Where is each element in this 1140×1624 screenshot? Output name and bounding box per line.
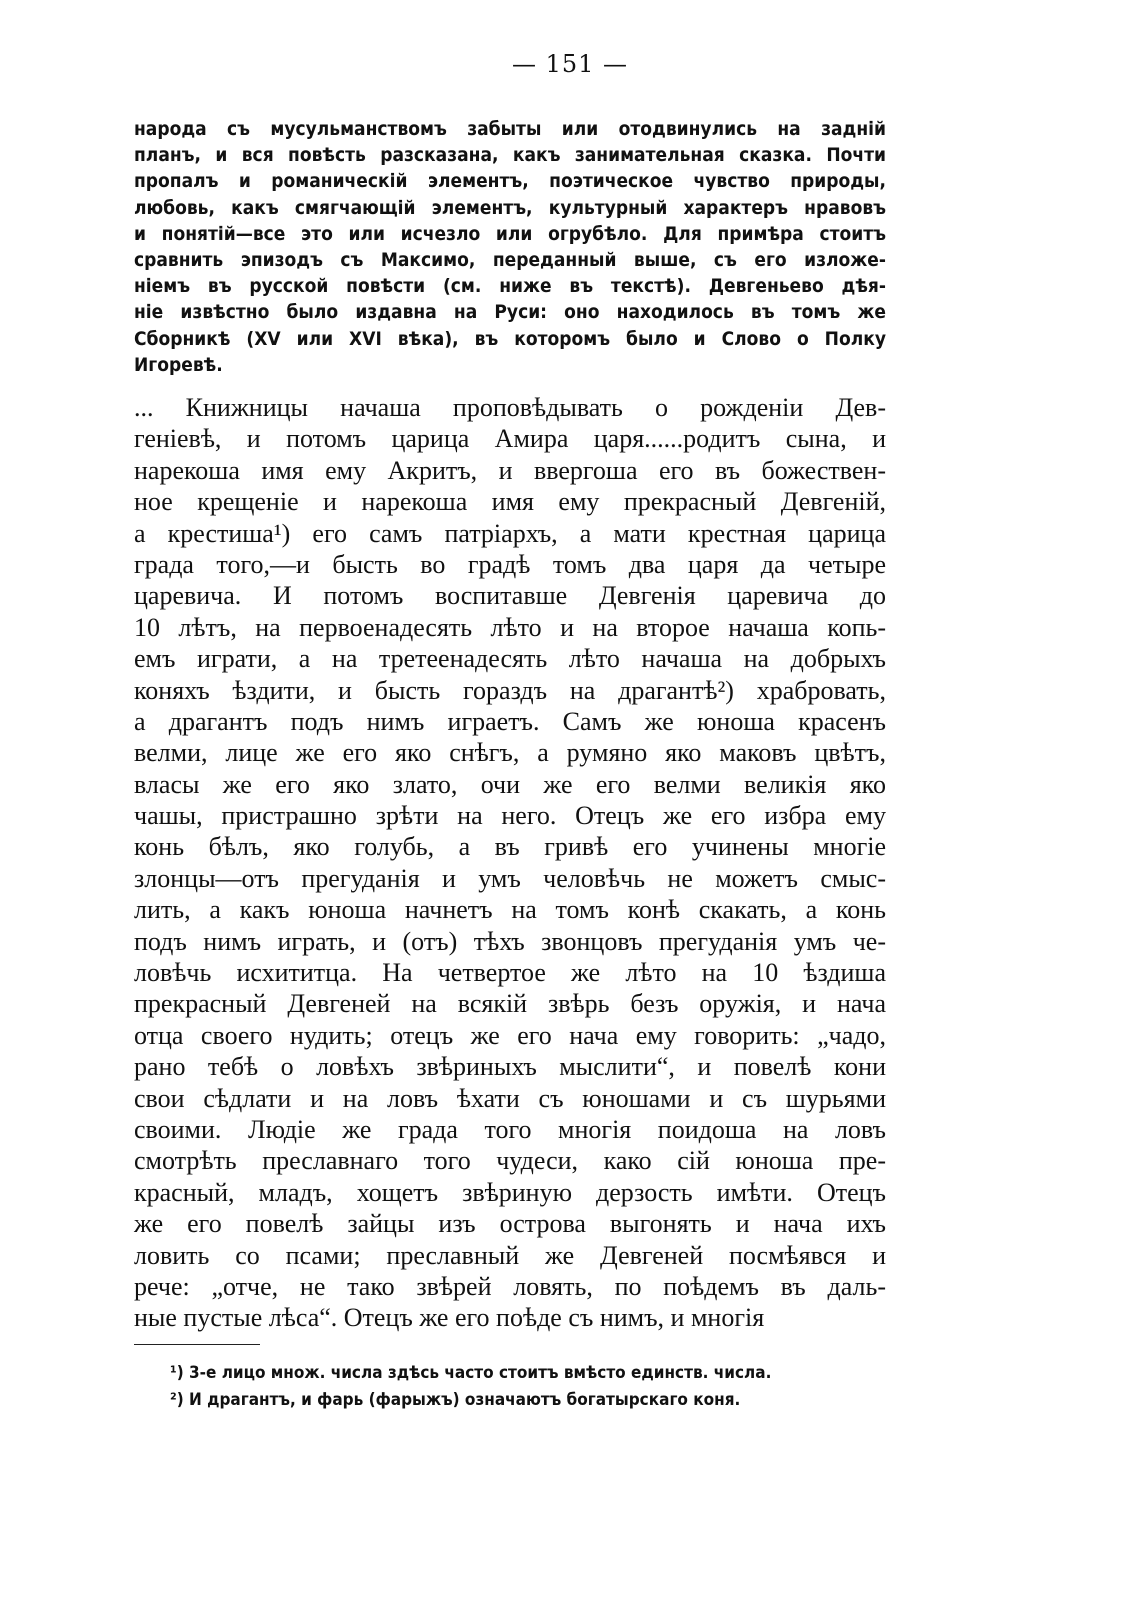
- quote-line: конь бѣлъ, яко голубь, а въ гривѣ его учинены многіе: [134, 832, 886, 862]
- footnote-1: ¹) 3-е лицо множ. числа здѣсь часто стоитъ вмѣсто единств. числа.: [170, 1363, 772, 1383]
- quote-line: красный, младъ, хощетъ звѣриную дерзость имѣти. Отецъ: [134, 1177, 886, 1207]
- quote-line: ловить со псами; преславный же Девгеней посмѣявся и: [134, 1240, 886, 1270]
- intro-line: Игоревѣ.: [134, 353, 223, 376]
- quote-line: а драгантъ подъ нимъ играетъ. Самъ же юноша красенъ: [134, 706, 886, 736]
- quote-line: коняхъ ѣздити, и бысть гораздъ на драгантѣ²) храбровать,: [134, 675, 886, 705]
- intro-line: любовь, какъ смягчающій элементъ, культурный характеръ нравовъ: [134, 196, 886, 219]
- quote-line: града того,—и бысть во градѣ томъ два царя да четыре: [134, 549, 886, 579]
- quote-line: подъ нимъ играть, и (отъ) тѣхъ звонцовъ прегуданія умъ че-: [134, 926, 886, 956]
- quote-line: смотрѣть преславнаго того чудеси, како сій юноша пре-: [134, 1146, 886, 1176]
- quote-line: геніевѣ, и потомъ царица Амира царя......родитъ сына, и: [134, 424, 886, 454]
- quote-line: рече: „отче, не тако звѣрей ловять, по поѣдемъ въ даль-: [134, 1271, 886, 1301]
- quote-line: ловѣчь исхититца. На четвертое же лѣто на 10 ѣздиша: [134, 958, 886, 988]
- intro-line: ніемъ въ русской повѣсти (см. ниже въ текстѣ). Девгеньево дѣя-: [134, 275, 886, 298]
- intro-line: и понятій—все это или исчезло или огрубѣло. Для примѣра стоитъ: [134, 222, 886, 245]
- quote-line: же его повелѣ зайцы изъ острова выгонять и нача ихъ: [134, 1209, 886, 1239]
- quote-line: злонцы—отъ прегуданія и умъ человѣчь не можетъ смыс-: [134, 863, 886, 893]
- quote-line: лить, а какъ юноша начнетъ на томъ конѣ скакать, а конь: [134, 895, 886, 925]
- quoted-text: [134, 392, 886, 1334]
- footnote-2: ²) И драгантъ, и фарь (фарыжъ) означаютъ богатырскаго коня.: [170, 1390, 741, 1410]
- quote-line: власы же его яко злато, очи же его велми великія яко: [134, 769, 886, 799]
- quote-line: 10 лѣтъ, на первоенадесять лѣто и на второе начаша копь-: [134, 612, 886, 642]
- quote-line: чашы, пристрашно зрѣти на него. Отецъ же его избра ему: [134, 801, 886, 831]
- intro-line: народа съ мусульманствомъ забыты или отодвинулись на задній: [134, 118, 886, 140]
- quote-line: велми, лице же его яко снѣгъ, а румяно яко маковъ цвѣтъ,: [134, 738, 886, 768]
- quote-line: отца своего нудить; отецъ же его нача ему говорить: „чадо,: [134, 1020, 886, 1050]
- quote-line: царевича. И потомъ воспитавше Девгенія царевича до: [134, 581, 886, 611]
- quote-line: нарекоша имя ему Акритъ, и ввергоша его въ божествен-: [134, 455, 886, 485]
- quote-line: емъ играти, а на третеенадесять лѣто начаша на добрыхъ: [134, 644, 886, 674]
- intro-line: Сборникѣ (XV или XVI вѣка), въ которомъ было и Слово о Полку: [134, 327, 886, 350]
- quote-line: ное крещеніе и нарекоша имя ему прекрасный Девгеній,: [134, 487, 886, 517]
- quote-line: ... Книжницы начаша проповѣдывать о рожденіи Дев-: [134, 393, 886, 422]
- footnotes: [170, 1360, 870, 1414]
- quote-line: рано тебѣ о ловѣхъ звѣриныхъ мыслити“, и повелѣ кони: [134, 1052, 886, 1082]
- intro-line: сравнить эпизодъ съ Максимо, переданный выше, съ его изложе-: [134, 248, 886, 271]
- intro-line: планъ, и вся повѣсть разсказана, какъ занимательная сказка. Почти: [134, 144, 886, 167]
- quote-line: своими. Людіе же града того многія поидоша на ловъ: [134, 1114, 886, 1144]
- footnote-divider: [134, 1344, 260, 1345]
- quote-line: прекрасный Девгеней на всякій звѣрь безъ оружія, и нача: [134, 989, 886, 1019]
- intro-line: ніе извѣстно было издавна на Руси: оно находилось въ томъ же: [134, 301, 886, 324]
- intro-line: пропалъ и романическій элементъ, поэтическое чувство природы,: [134, 170, 886, 193]
- quote-line: свои сѣдлати и на ловъ ѣхати съ юношами и съ шурьями: [134, 1083, 886, 1113]
- page-number: — 151 —: [511, 50, 629, 78]
- intro-paragraph: [134, 116, 886, 378]
- quote-line: а крестиша¹) его самъ патріархъ, а мати крестная царица: [134, 518, 886, 548]
- quote-line: ные пустые лѣса“. Отецъ же его поѣде съ нимъ, и многія: [134, 1303, 765, 1333]
